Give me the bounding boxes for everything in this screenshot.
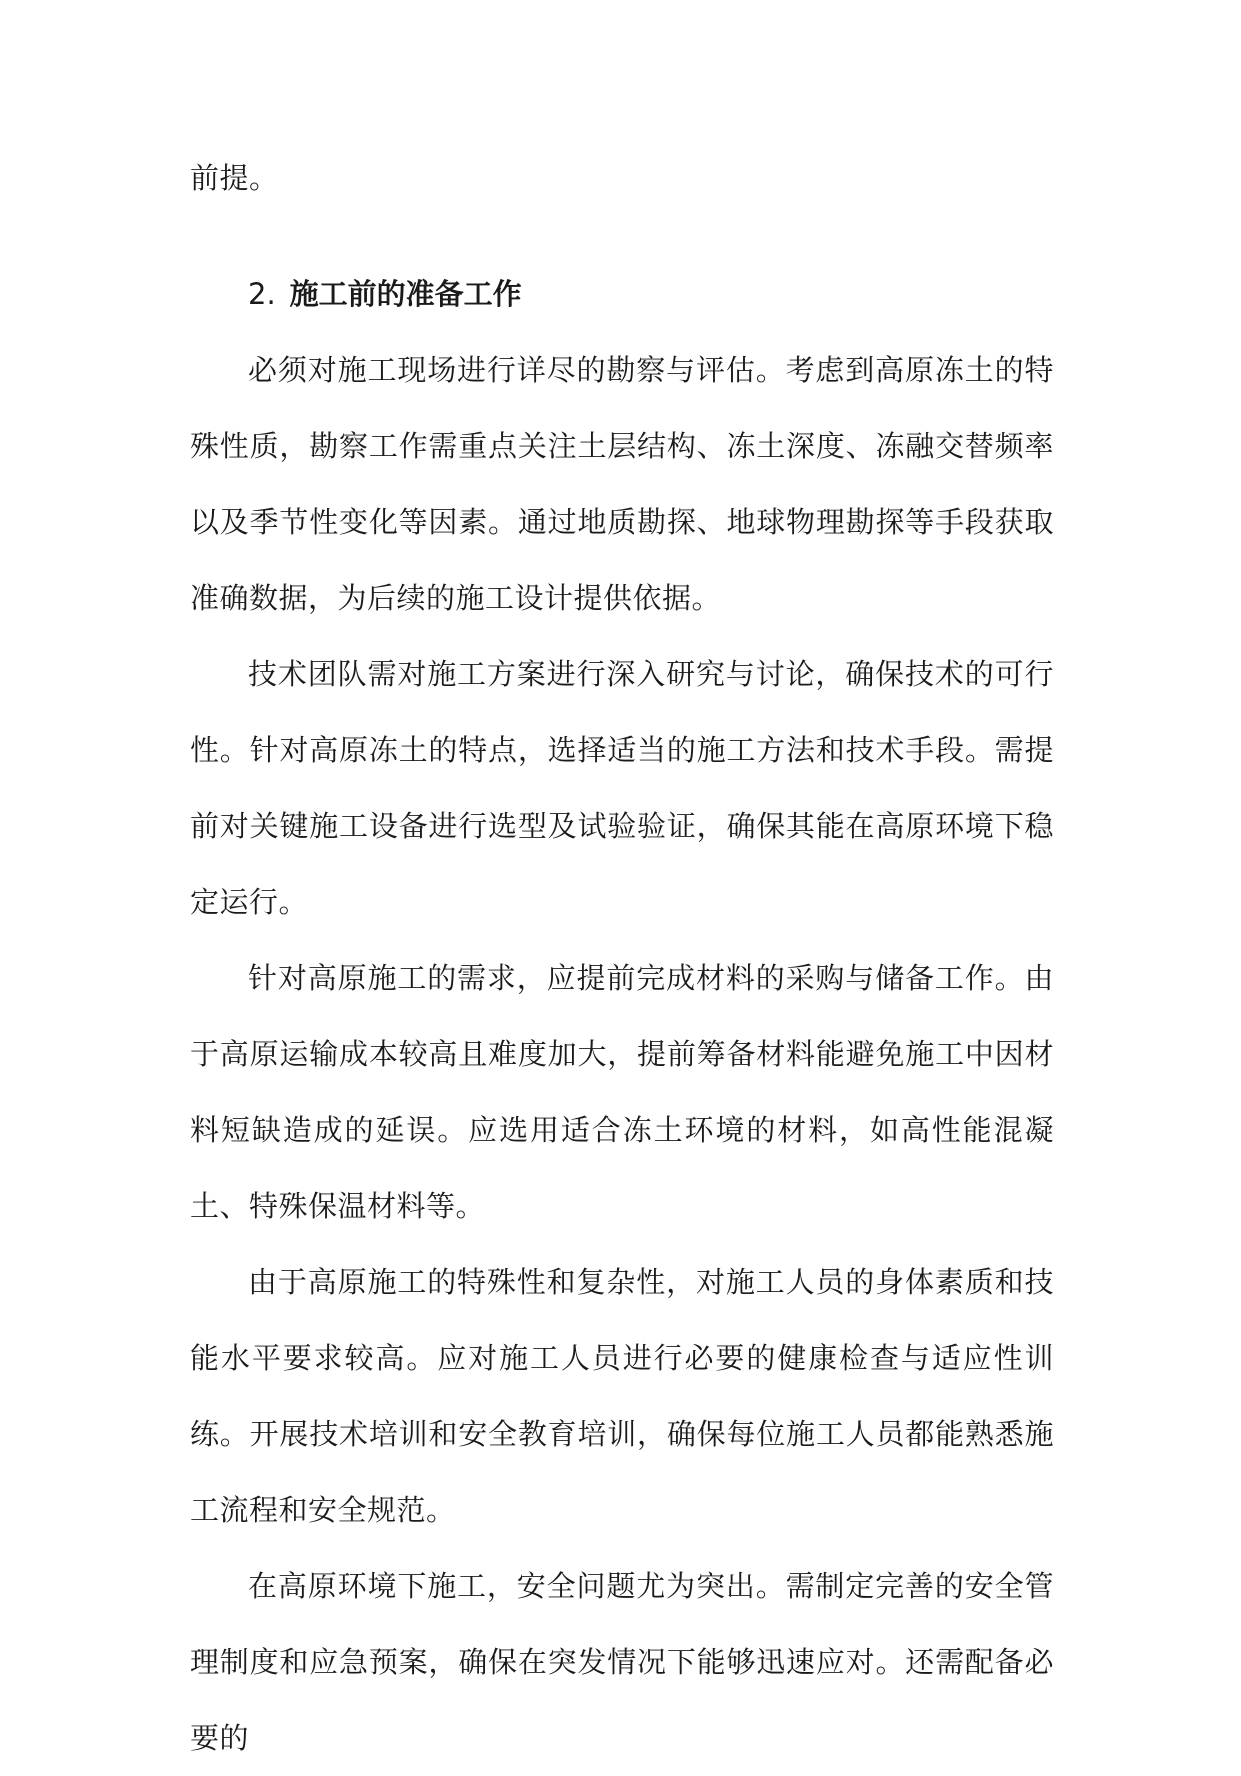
section-title: 施工前的准备工作 bbox=[289, 277, 522, 311]
paragraph-site-survey: 必须对施工现场进行详尽的勘察与评估。考虑到高原冻土的特殊性质，勘察工作需重点关注土层结构、冻土深度、冻融交替频率以及季节性变化等因素。通过地质勘探、地球物理勘探等手段获取准确数据，为后续的施工设计提供依据。 bbox=[190, 353, 1054, 615]
paragraph-technical-plan: 技术团队需对施工方案进行深入研究与讨论，确保技术的可行性。针对高原冻土的特点，选择适当的施工方法和技术手段。需提前对关键施工设备进行选型及试验验证，确保其能在高原环境下稳定运行。 bbox=[190, 657, 1054, 919]
section-number: 2. bbox=[248, 277, 276, 311]
document-body bbox=[190, 140, 1054, 1776]
paragraph-personnel: 由于高原施工的特殊性和复杂性，对施工人员的身体素质和技能水平要求较高。应对施工人员进行必要的健康检查与适应性训练。开展技术培训和安全教育培训，确保每位施工人员都能熟悉施工流程和安全规范。 bbox=[190, 1265, 1054, 1527]
lead-text: 前提。 bbox=[190, 161, 279, 195]
section-heading bbox=[190, 256, 1054, 332]
paragraph-materials: 针对高原施工的需求，应提前完成材料的采购与储备工作。由于高原运输成本较高且难度加大，提前筹备材料能避免施工中因材料短缺造成的延误。应选用适合冻土环境的材料，如高性能混凝土、特殊保温材料等。 bbox=[190, 961, 1054, 1223]
paragraph-safety: 在高原环境下施工，安全问题尤为突出。需制定完善的安全管理制度和应急预案，确保在突发情况下能够迅速应对。还需配备必要的 bbox=[190, 1569, 1054, 1755]
